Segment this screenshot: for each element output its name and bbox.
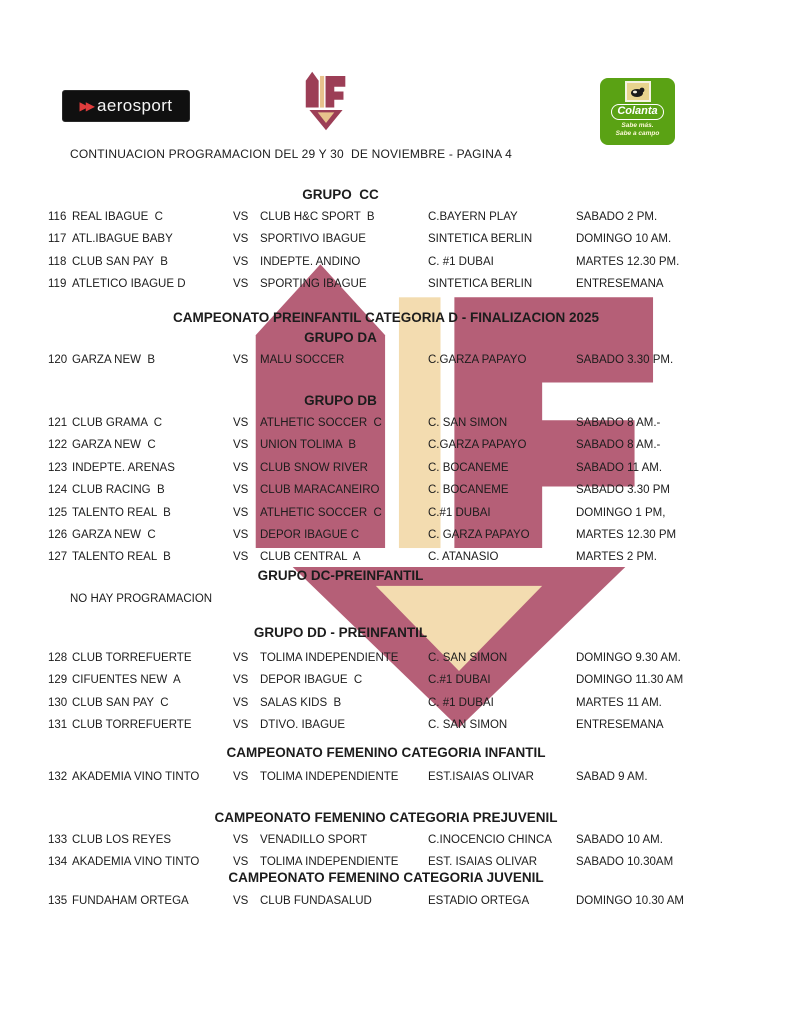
match-number: 134 — [48, 856, 68, 869]
match-row — [48, 434, 748, 456]
match-row — [48, 890, 748, 912]
section — [48, 743, 748, 788]
match-time: DOMINGO 11.30 AM — [576, 674, 684, 687]
no-schedule-note: NO HAY PROGRAMACION — [70, 593, 213, 605]
home-team: TALENTO REAL B — [72, 551, 171, 564]
match-row — [48, 251, 748, 273]
championship-heading: CAMPEONATO FEMENINO CATEGORIA PREJUVENIL — [214, 810, 558, 825]
match-row — [48, 273, 748, 295]
home-team: GARZA NEW C — [72, 439, 156, 452]
match-time: SABADO 8 AM.- — [576, 417, 661, 429]
away-team: CLUB CENTRAL A — [260, 551, 361, 564]
venue: ESTADIO ORTEGA — [428, 895, 530, 907]
match-time: SABADO 8 AM.- — [576, 439, 661, 452]
away-team: CLUB FUNDASALUD — [260, 895, 372, 907]
venue: C. SAN SIMON — [428, 652, 508, 664]
venue: C. BOCANEME — [428, 484, 509, 497]
match-time: DOMINGO 1 PM, — [576, 506, 666, 519]
home-team: CIFUENTES NEW A — [72, 674, 181, 687]
match-time: MARTES 2 PM. — [576, 551, 657, 564]
home-team: FUNDAHAM ORTEGA — [72, 895, 189, 907]
venue: SINTETICA BERLIN — [428, 233, 533, 246]
vs-label: VS — [233, 719, 249, 732]
page-title: CONTINUACION PROGRAMACION DEL 29 Y 30 DE NOVIEMBRE - PAGINA 4 — [70, 147, 513, 161]
match-number: 131 — [48, 719, 68, 732]
venue: C. SAN SIMON — [428, 417, 508, 429]
section — [48, 808, 748, 874]
group-heading: GRUPO DB — [304, 393, 377, 408]
home-team: CLUB TORREFUERTE — [72, 652, 192, 664]
home-team: AKADEMIA VINO TINTO — [72, 856, 200, 869]
match-number: 119 — [48, 278, 67, 291]
home-team: CLUB SAN PAY B — [72, 255, 168, 268]
venue: C.GARZA PAPAYO — [428, 439, 527, 452]
match-row — [48, 479, 748, 501]
venue: C. BOCANEME — [428, 461, 509, 474]
match-time: MARTES 12.30 PM — [576, 529, 677, 542]
home-team: INDEPTE. ARENAS — [72, 461, 175, 474]
away-team: TOLIMA INDEPENDIENTE — [260, 856, 399, 869]
home-team: CLUB SAN PAY C — [72, 696, 169, 709]
vs-label: VS — [233, 895, 249, 907]
match-time: DOMINGO 10.30 AM — [576, 895, 685, 907]
vs-label: VS — [233, 551, 249, 564]
match-time: SABAD 9 AM. — [576, 771, 648, 783]
match-number: 133 — [48, 834, 68, 846]
vs-label: VS — [233, 674, 249, 687]
championship-heading: CAMPEONATO PREINFANTIL CATEGORIA D - FINALIZACION 2025 — [172, 310, 600, 325]
match-row — [48, 228, 748, 250]
match-row — [48, 829, 748, 851]
vs-label: VS — [233, 417, 249, 429]
venue: C. GARZA PAPAYO — [428, 529, 530, 542]
venue: C.INOCENCIO CHINCA — [428, 834, 552, 846]
away-team: CLUB H&C SPORT B — [260, 211, 375, 223]
match-number: 130 — [48, 696, 68, 709]
away-team: CLUB MARACANEIRO — [260, 484, 380, 497]
home-team: CLUB TORREFUERTE — [72, 719, 192, 732]
group-heading: GRUPO CC — [302, 187, 379, 202]
away-team: SPORTING IBAGUE — [260, 278, 367, 291]
away-team: DEPOR IBAGUE C — [260, 674, 363, 687]
group-heading: GRUPO DD - PREINFANTIL — [253, 625, 428, 640]
away-team: ATLHETIC SOCCER C — [260, 417, 382, 429]
home-team: GARZA NEW B — [72, 354, 156, 366]
match-number: 129 — [48, 674, 68, 687]
venue: EST. ISAIAS OLIVAR — [428, 856, 538, 869]
match-row — [48, 669, 748, 691]
vs-label: VS — [233, 529, 249, 542]
venue: C. ATANASIO — [428, 551, 499, 564]
match-time: SABADO 3.30 PM. — [576, 354, 674, 366]
match-row — [48, 692, 748, 714]
match-row — [48, 714, 748, 736]
match-row — [48, 457, 748, 479]
match-time: MARTES 11 AM. — [576, 696, 662, 709]
home-team: GARZA NEW C — [72, 529, 156, 542]
colanta-name: Colanta — [611, 104, 663, 120]
away-team: CLUB SNOW RIVER — [260, 461, 368, 474]
away-team: ATLHETIC SOCCER C — [260, 506, 382, 519]
away-team: UNION TOLIMA B — [260, 439, 357, 452]
home-team: ATLETICO IBAGUE D — [72, 278, 186, 291]
section — [48, 868, 748, 912]
away-team: INDEPTE. ANDINO — [260, 255, 361, 268]
venue: C.#1 DUBAI — [428, 506, 491, 519]
match-time: ENTRESEMANA — [576, 278, 664, 291]
away-team: DEPOR IBAGUE C — [260, 529, 360, 542]
match-time: MARTES 12.30 PM. — [576, 255, 680, 268]
away-team: TOLIMA INDEPENDIENTE — [260, 652, 399, 664]
match-number: 125 — [48, 506, 68, 519]
match-row — [48, 206, 748, 228]
match-row — [48, 502, 748, 524]
aerosport-label: aerosport — [97, 96, 173, 115]
match-row — [48, 766, 748, 788]
home-team: CLUB RACING B — [72, 484, 165, 497]
venue: C.BAYERN PLAY — [428, 211, 518, 223]
match-row — [48, 349, 748, 371]
match-row — [48, 524, 748, 546]
match-number: 122 — [48, 439, 68, 452]
play-arrows-icon: ▶▶ — [79, 98, 93, 113]
vs-label: VS — [233, 233, 249, 246]
match-row — [48, 647, 748, 669]
away-team: SALAS KIDS B — [260, 696, 342, 709]
vs-label: VS — [233, 771, 249, 783]
vs-label: VS — [233, 439, 249, 452]
away-team: MALU SOCCER — [260, 354, 345, 366]
home-team: TALENTO REAL B — [72, 506, 171, 519]
vs-label: VS — [233, 278, 249, 291]
match-number: 123 — [48, 461, 68, 474]
vs-label: VS — [233, 354, 249, 366]
match-number: 132 — [48, 771, 68, 783]
match-time: DOMINGO 9.30 AM. — [576, 652, 681, 664]
match-time: SABADO 2 PM. — [576, 211, 658, 223]
match-number: 124 — [48, 484, 68, 497]
home-team: REAL IBAGUE C — [72, 211, 163, 223]
away-team: DTIVO. IBAGUE — [260, 719, 345, 732]
group-heading: GRUPO DA — [304, 330, 377, 345]
match-number: 116 — [48, 211, 67, 223]
match-time: SABADO 3.30 PM — [576, 484, 670, 497]
vs-label: VS — [233, 856, 249, 869]
venue: C. #1 DUBAI — [428, 696, 494, 709]
home-team: ATL.IBAGUE BABY — [72, 233, 173, 246]
schedule-content — [48, 0, 748, 1024]
venue: C. #1 DUBAI — [428, 255, 494, 268]
match-row — [48, 412, 748, 434]
vs-label: VS — [233, 834, 249, 846]
section — [48, 623, 748, 737]
vs-label: VS — [233, 696, 249, 709]
match-time: DOMINGO 10 AM. — [576, 233, 672, 246]
championship-heading: CAMPEONATO FEMENINO CATEGORIA INFANTIL — [226, 745, 546, 760]
away-team: VENADILLO SPORT — [260, 834, 368, 846]
home-team: CLUB LOS REYES — [72, 834, 172, 846]
venue: C.GARZA PAPAYO — [428, 354, 527, 366]
match-time: ENTRESEMANA — [576, 719, 664, 732]
vs-label: VS — [233, 255, 249, 268]
home-team: CLUB GRAMA C — [72, 417, 163, 429]
group-heading: GRUPO DC-PREINFANTIL — [257, 568, 424, 583]
away-team: TOLIMA INDEPENDIENTE — [260, 771, 399, 783]
venue: C. SAN SIMON — [428, 719, 508, 732]
match-time: SABADO 10 AM. — [576, 834, 663, 846]
match-number: 117 — [48, 233, 67, 246]
match-number: 121 — [48, 417, 68, 429]
venue: EST.ISAIAS OLIVAR — [428, 771, 534, 783]
colanta-tagline: Sabe más. Sabe a campo — [615, 122, 660, 137]
match-time: SABADO 10.30AM — [576, 856, 674, 869]
section — [48, 185, 748, 296]
match-time: SABADO 11 AM. — [576, 461, 663, 474]
championship-heading: CAMPEONATO FEMENINO CATEGORIA JUVENIL — [228, 870, 544, 885]
vs-label: VS — [233, 506, 249, 519]
match-number: 127 — [48, 551, 68, 564]
section — [48, 308, 748, 371]
match-number: 128 — [48, 652, 68, 664]
away-team: SPORTIVO IBAGUE — [260, 233, 366, 246]
vs-label: VS — [233, 211, 249, 223]
vs-label: VS — [233, 461, 249, 474]
match-number: 118 — [48, 255, 67, 268]
vs-label: VS — [233, 652, 249, 664]
home-team: AKADEMIA VINO TINTO — [72, 771, 200, 783]
vs-label: VS — [233, 484, 249, 497]
match-number: 120 — [48, 354, 68, 366]
match-number: 135 — [48, 895, 68, 907]
venue: SINTETICA BERLIN — [428, 278, 533, 291]
section — [48, 391, 748, 569]
match-number: 126 — [48, 529, 68, 542]
venue: C.#1 DUBAI — [428, 674, 491, 687]
section — [48, 566, 748, 610]
